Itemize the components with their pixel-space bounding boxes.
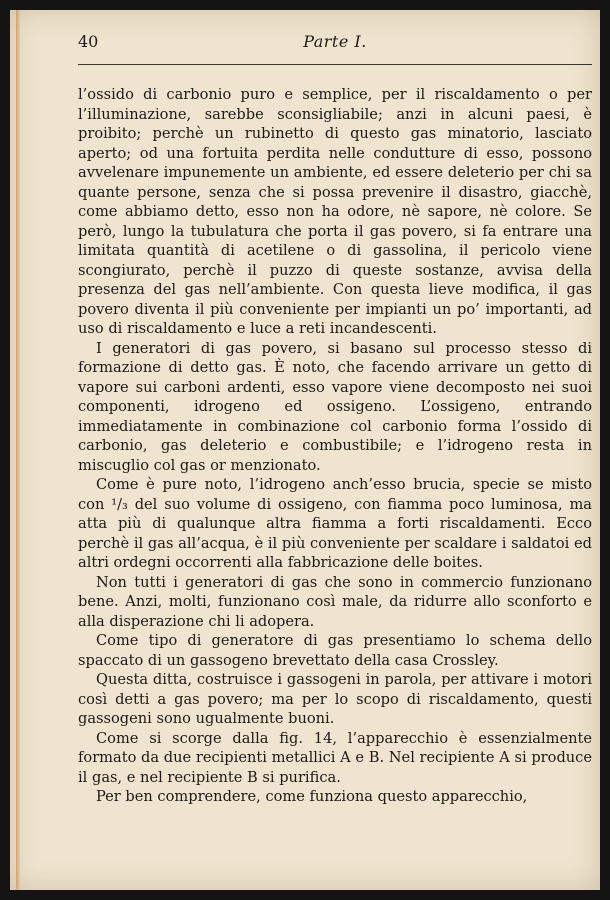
paragraph: Questa ditta, costruisce i gassogeni in parola, per attivare i motori così detti a gas povero; ma per lo scopo di riscaldamento, questi gassogeni sono ugualmente buoni. [78,671,592,727]
paragraph: I generatori di gas povero, si basano sul processo stesso di formazione di detto gas. È noto, che facendo arrivare un getto di vapore sui carboni ardenti, esso vapore viene decomposto nei suoi componenti, idrogeno ed ossigeno. L’ossigeno, entrando immediatamente in combinazione col carbonio forma l’ossido di carbonio, gas deleterio e combustibile; e l’idrogeno resta in miscuglio col gas or menzionato. [78,339,592,474]
paragraph: Come è pure noto, l’idrogeno anch’esso brucia, specie se misto con ¹/₃ del suo volume di ossigeno, con fiamma poco luminosa, ma atta più di qualunque altra fiamma a forti riscaldamenti. Ecco perchè il gas all’acqua, è il più conveniente per scaldare i saldatoi ed altri ordegni occorrenti alla fabbricazione delle boites. [78,476,592,571]
paragraph: Non tutti i generatori di gas che sono in commercio funzionano bene. Anzi, molti, funzionano così male, da ridurre allo sconforto e alla disperazione chi li adopera. [78,573,592,630]
paragraph: l’ossido di carbonio puro e semplice, per il riscaldamento o per l’illuminazione, sarebbe sconsigliabile; anzi in alcuni paesi, è proibito; perchè un rubinetto di questo gas minatorio, lasciato aperto; od una fortuita perdita nelle condutture di esso, possono avvelenare impunemente un ambiente, ed essere deleterio per chi sa quante persone, senza che si possa prevenire il disastro, giacchè, come abbiamo detto, esso non ha odore, nè sapore, nè colore. Se però, lungo la tubulatura che porta il gas povero, si fa entrare una limitata quantità di acetilene o di gassolina, il pericolo viene scongiurato, perchè il puzzo di queste sostanze, avvisa della presenza del gas nell’ambiente. Con questa lieve modifica, il gas povero diventa il più conveniente per impianti un po’ importanti, ad uso di riscaldamento e luce a reti incandescenti. [78,86,592,337]
page-edge [16,10,20,890]
page-number: 40 [78,32,99,51]
running-head: Parte I. [303,32,367,51]
paragraph: Per ben comprendere, come funziona questo apparecchio, [96,788,528,805]
header-rule [78,64,592,65]
book-page [10,10,600,890]
paragraph: Come tipo di generatore di gas presentiamo lo schema dello spaccato di un gassogeno brevettato della casa Crossley. [78,632,592,669]
paragraph: Come si scorge dalla fig. 14, l’apparecchio è essenzialmente formato da due recipienti metallici A e B. Nel recipiente A si produce il gas, e nel recipiente B si purifica. [78,729,592,786]
page-header [78,32,592,56]
body-text [78,85,592,807]
